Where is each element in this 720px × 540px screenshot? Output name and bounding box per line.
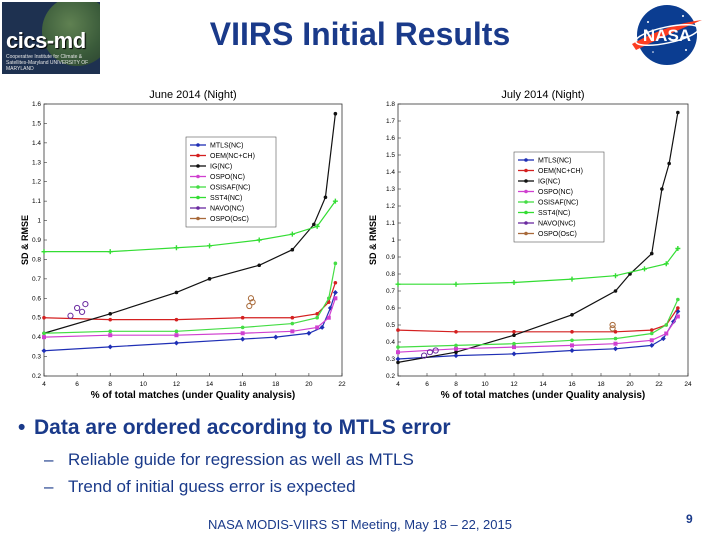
data-point bbox=[454, 350, 458, 354]
sub-bullet-text: Reliable guide for regression as well as MTLS bbox=[68, 450, 414, 469]
data-point bbox=[614, 342, 618, 346]
chart-title: June 2014 (Night) bbox=[149, 89, 237, 101]
y-tick-label: 1 bbox=[391, 237, 395, 244]
x-tick-label: 14 bbox=[539, 381, 547, 388]
data-point bbox=[512, 333, 516, 337]
y-tick-label: 1.5 bbox=[31, 120, 41, 128]
legend-label: OSISAF(NC) bbox=[210, 184, 251, 192]
data-point bbox=[676, 306, 680, 310]
data-point bbox=[614, 289, 618, 293]
x-tick-label: 22 bbox=[655, 381, 663, 388]
legend-marker bbox=[524, 169, 528, 173]
y-tick-label: 0.7 bbox=[385, 288, 395, 295]
x-tick-label: 12 bbox=[172, 381, 181, 388]
legend-label: OEM(NC+CH) bbox=[538, 168, 583, 175]
y-tick-label: 0.7 bbox=[31, 275, 41, 283]
y-tick-label: 0.5 bbox=[31, 314, 41, 322]
y-tick-label: 1.4 bbox=[385, 169, 395, 176]
data-point bbox=[570, 343, 574, 347]
x-tick-label: 18 bbox=[272, 381, 280, 388]
footer-text: NASA MODIS-VIIRS ST Meeting, May 18 – 22, 2015 bbox=[208, 517, 512, 532]
data-point bbox=[396, 345, 400, 349]
y-tick-label: 0.9 bbox=[31, 237, 41, 244]
data-point bbox=[291, 316, 295, 320]
data-point bbox=[396, 328, 400, 332]
y-tick-label: 1.3 bbox=[385, 186, 395, 193]
data-point bbox=[396, 350, 400, 354]
legend-marker bbox=[524, 211, 528, 215]
legend-marker bbox=[524, 232, 528, 236]
x-tick-label: 22 bbox=[338, 381, 346, 388]
y-tick-label: 0.3 bbox=[385, 356, 395, 363]
data-point bbox=[315, 325, 319, 329]
legend-label: OEM(NC+CH) bbox=[210, 153, 255, 160]
y-tick-label: 1.8 bbox=[385, 101, 395, 108]
x-tick-label: 18 bbox=[597, 381, 605, 388]
data-point bbox=[614, 337, 618, 341]
y-tick-label: 1.3 bbox=[31, 159, 41, 167]
legend-label: NAVO(NC) bbox=[210, 205, 245, 213]
y-tick-label: 1 bbox=[37, 217, 41, 225]
data-point bbox=[570, 330, 574, 334]
data-point bbox=[333, 296, 337, 300]
x-tick-label: 24 bbox=[684, 381, 692, 388]
data-point bbox=[667, 162, 671, 166]
data-point bbox=[42, 335, 46, 339]
legend-label: OSPO(OsC) bbox=[538, 231, 577, 238]
data-point bbox=[512, 345, 516, 349]
data-point bbox=[208, 277, 212, 281]
data-point bbox=[454, 347, 458, 351]
bullet-marker: • bbox=[18, 416, 26, 439]
y-tick-label: 0.2 bbox=[385, 373, 395, 380]
legend-marker bbox=[524, 158, 528, 162]
data-point bbox=[334, 262, 338, 266]
x-tick-label: 16 bbox=[568, 381, 576, 388]
data-point bbox=[664, 323, 668, 327]
legend-box bbox=[514, 152, 604, 242]
x-tick-label: 8 bbox=[108, 381, 113, 388]
sub-bullet bbox=[44, 477, 356, 497]
data-point bbox=[650, 332, 654, 336]
data-point bbox=[512, 330, 516, 334]
y-tick-label: 1.4 bbox=[31, 139, 41, 147]
sub-bullet-text: Trend of initial guess error is expected bbox=[68, 477, 356, 496]
x-tick-label: 4 bbox=[396, 381, 400, 388]
x-tick-label: 20 bbox=[305, 381, 313, 388]
y-tick-label: 0.6 bbox=[31, 295, 41, 303]
legend-marker bbox=[196, 175, 200, 179]
y-tick-label: 1.6 bbox=[31, 101, 41, 108]
data-point bbox=[570, 313, 574, 317]
data-point bbox=[570, 339, 574, 343]
data-point bbox=[42, 331, 46, 335]
legend-label: IG(NC) bbox=[538, 178, 561, 186]
data-point bbox=[512, 342, 516, 346]
y-tick-label: 0.8 bbox=[31, 256, 41, 264]
nasa-logo-text: NASA bbox=[642, 26, 692, 45]
data-point bbox=[334, 112, 338, 116]
chart-title: July 2014 (Night) bbox=[501, 89, 585, 101]
data-point bbox=[327, 316, 331, 320]
y-tick-label: 0.4 bbox=[31, 334, 41, 342]
y-tick-label: 1.1 bbox=[385, 220, 395, 227]
data-point bbox=[396, 361, 400, 365]
legend-marker bbox=[196, 206, 200, 210]
data-point bbox=[241, 326, 245, 330]
data-point bbox=[241, 331, 245, 335]
page-number: 9 bbox=[686, 512, 693, 526]
x-tick-label: 10 bbox=[139, 381, 147, 388]
data-point bbox=[334, 281, 338, 285]
data-point bbox=[664, 332, 668, 336]
legend-marker bbox=[196, 164, 200, 168]
data-point bbox=[291, 322, 295, 326]
cics-md-logo-subtext: Cooperative Institute for Climate & Satellites-Maryland UNIVERSITY OF MARYLAND bbox=[6, 54, 89, 72]
data-point bbox=[290, 329, 294, 333]
x-tick-label: 16 bbox=[239, 381, 247, 388]
data-point bbox=[454, 344, 458, 348]
x-axis-label: % of total matches (under Quality analysis) bbox=[440, 390, 646, 401]
legend-marker bbox=[524, 200, 528, 204]
legend-marker bbox=[524, 190, 528, 194]
legend-label: NAVO(NvC) bbox=[538, 220, 576, 228]
data-point bbox=[650, 338, 654, 342]
legend-label: MTLS(NC) bbox=[538, 157, 572, 165]
nasa-logo bbox=[628, 2, 706, 68]
x-tick-label: 8 bbox=[454, 381, 458, 388]
data-point bbox=[324, 195, 328, 199]
data-point bbox=[454, 330, 458, 334]
y-tick-label: 0.9 bbox=[385, 254, 395, 261]
june-2014-chart bbox=[18, 84, 350, 402]
x-tick-label: 10 bbox=[481, 381, 489, 388]
x-axis-label: % of total matches (under Quality analysis) bbox=[90, 390, 296, 401]
y-tick-label: 1.5 bbox=[385, 152, 395, 159]
data-point bbox=[327, 296, 331, 300]
data-point bbox=[650, 252, 654, 256]
data-point bbox=[676, 111, 680, 115]
sub-bullet bbox=[44, 450, 414, 470]
legend-marker bbox=[196, 196, 200, 200]
x-tick-label: 12 bbox=[510, 381, 518, 388]
data-point bbox=[174, 333, 178, 337]
sub-bullet-marker: – bbox=[44, 450, 54, 469]
y-axis-label: SD & RMSE bbox=[368, 214, 378, 266]
x-tick-label: 20 bbox=[626, 381, 634, 388]
data-point bbox=[108, 318, 112, 322]
legend-marker bbox=[196, 185, 200, 189]
july-2014-chart bbox=[366, 84, 702, 402]
x-tick-label: 6 bbox=[425, 381, 429, 388]
y-tick-label: 0.4 bbox=[385, 339, 395, 346]
y-tick-label: 0.8 bbox=[385, 271, 395, 278]
main-bullet bbox=[18, 416, 451, 440]
data-point bbox=[650, 328, 654, 332]
y-tick-label: 0.5 bbox=[385, 322, 395, 329]
data-point bbox=[42, 316, 46, 320]
sub-bullet-marker: – bbox=[44, 477, 54, 496]
legend-marker bbox=[524, 221, 528, 225]
y-tick-label: 1.7 bbox=[385, 118, 395, 125]
data-point bbox=[676, 315, 680, 319]
data-point bbox=[241, 316, 245, 320]
data-point bbox=[676, 298, 680, 302]
data-point bbox=[108, 333, 112, 337]
y-tick-label: 1.1 bbox=[31, 198, 41, 206]
data-point bbox=[660, 187, 664, 191]
y-tick-label: 1.2 bbox=[31, 178, 41, 186]
legend-label: IG(NC) bbox=[210, 163, 233, 171]
y-tick-label: 1.6 bbox=[385, 135, 395, 142]
y-tick-label: 0.3 bbox=[31, 353, 41, 361]
data-point bbox=[291, 248, 295, 252]
legend-label: MTLS(NC) bbox=[210, 142, 244, 150]
legend-marker bbox=[196, 154, 200, 158]
y-tick-label: 0.2 bbox=[31, 373, 41, 380]
slide-title: VIIRS Initial Results bbox=[209, 16, 511, 52]
x-tick-label: 14 bbox=[205, 381, 214, 388]
cics-md-logo-text: cics-md bbox=[6, 28, 86, 53]
legend-label: SST4(NC) bbox=[538, 210, 571, 217]
data-point bbox=[175, 291, 179, 295]
legend-marker bbox=[196, 217, 200, 221]
data-point bbox=[108, 312, 112, 316]
y-axis-label: SD & RMSE bbox=[20, 214, 30, 266]
data-point bbox=[315, 316, 319, 320]
legend-label: SST4(NC) bbox=[210, 195, 243, 202]
x-tick-label: 6 bbox=[75, 381, 79, 388]
y-tick-label: 0.6 bbox=[385, 305, 395, 312]
data-point bbox=[257, 263, 261, 267]
cics-md-logo bbox=[2, 2, 100, 74]
x-tick-label: 4 bbox=[42, 381, 46, 388]
legend-marker bbox=[524, 179, 528, 183]
data-point bbox=[175, 318, 179, 322]
legend-label: OSPO(NC) bbox=[538, 189, 573, 196]
legend-box bbox=[186, 137, 276, 227]
legend-label: OSPO(OsC) bbox=[210, 216, 249, 223]
legend-label: OSPO(NC) bbox=[210, 174, 245, 181]
legend-label: OSISAF(NC) bbox=[538, 199, 579, 207]
main-bullet-text: Data are ordered according to MTLS error bbox=[34, 416, 451, 439]
data-point bbox=[108, 330, 112, 334]
legend-marker bbox=[196, 143, 200, 147]
data-point bbox=[175, 330, 179, 334]
y-tick-label: 1.2 bbox=[385, 203, 395, 210]
